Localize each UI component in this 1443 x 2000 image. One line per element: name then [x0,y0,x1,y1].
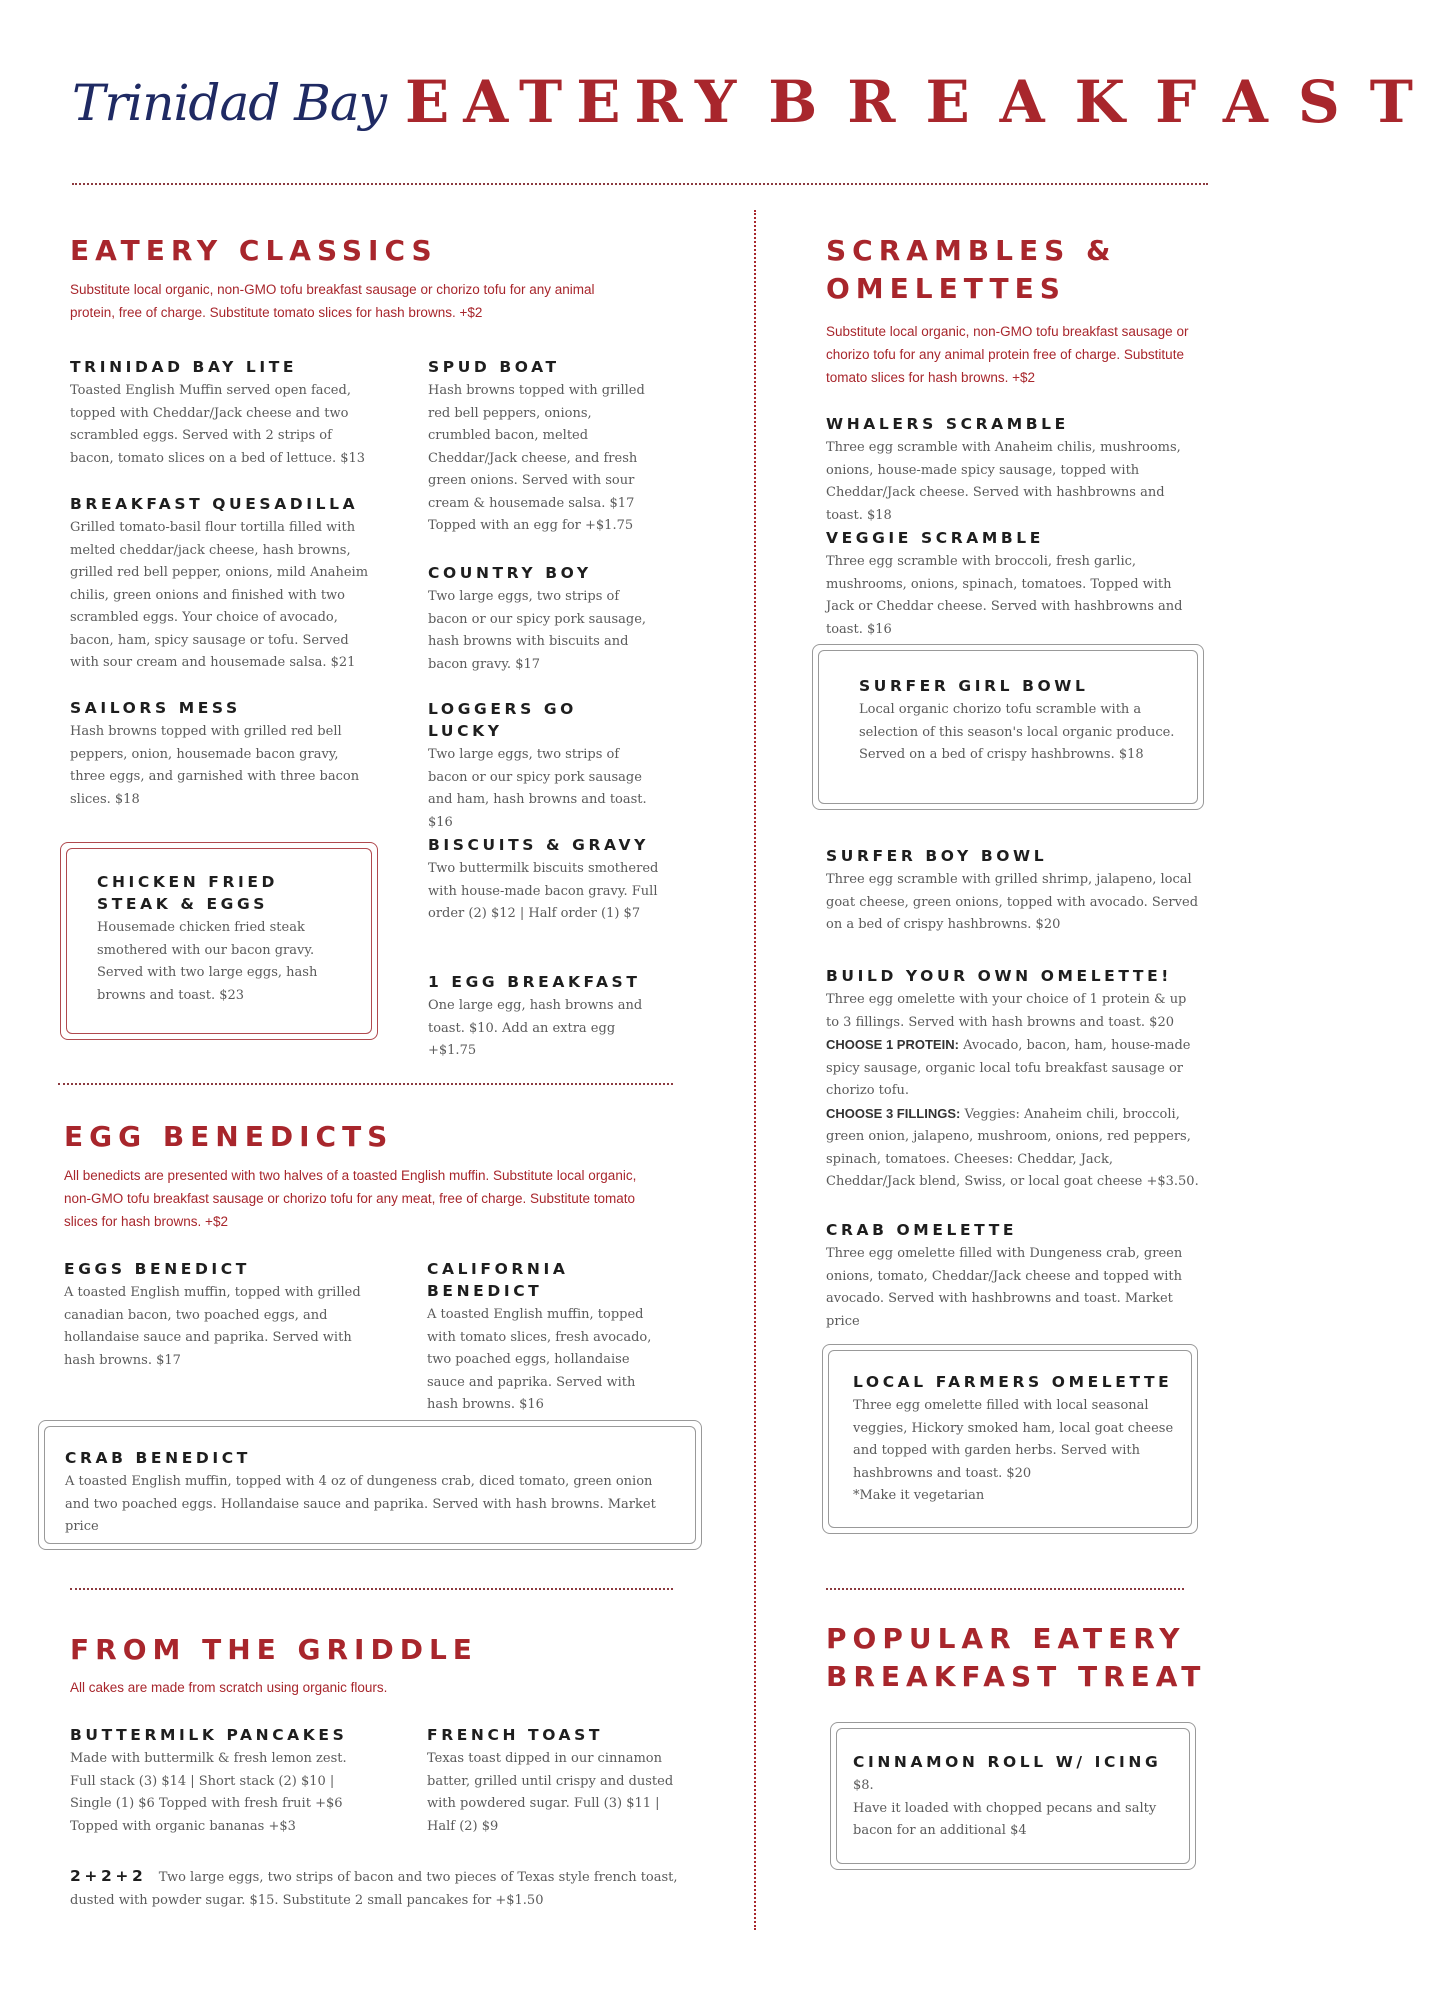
section-title-scrambles [826,232,1116,308]
menu-item-trinidad-bay-lite [70,356,370,470]
item-description: A toasted English muffin, topped with tomato slices, fresh avocado, two poached eggs, hollandaise sauce and paprika. Served with hash browns. $16 [427,1307,652,1412]
featured-box-crab-benedict [38,1420,702,1550]
menu-item-2-2-2 [70,1865,690,1912]
item-description: Local organic chorizo tofu scramble with a selection of this season's local organic produce. Served on a bed of crispy hashbrowns. $18 [859,702,1175,762]
section-note: Substitute local organic, non-GMO tofu breakfast sausage or chorizo tofu for any animal protein, free of charge. Substitute tomato slices for hash browns. +$2 [70,282,595,320]
section-title-eatery-classics: EATERY CLASSICS [70,234,438,267]
menu-item-surfer-boy-bowl [826,845,1201,937]
menu-item-breakfast-quesadilla [70,493,375,675]
item-name: CRAB BENEDICT [65,1449,251,1467]
menu-item-local-farmers-omelette [853,1371,1175,1508]
item-price: $8. [853,1778,874,1793]
section-note: All benedicts are presented with two halves of a toasted English muffin. Substitute local organic, non-GMO tofu breakfast sausage or chorizo tofu for any meat, free of charge. Substitute tomato slices for hash browns. +$2 [64,1168,637,1229]
menu-item-surfer-girl-bowl [859,675,1179,767]
item-description: A toasted English muffin, topped with 4 oz of dungeness crab, diced tomato, green onion and two poached eggs. Hollandaise sauce and paprika. Served with hash browns. Market price [65,1474,656,1534]
header-divider [72,183,1208,185]
menu-item-loggers-go-lucky [428,698,660,834]
item-name: BISCUITS & GRAVY [428,836,649,854]
item-name: SURFER BOY BOWL [826,847,1048,865]
section-title-popular [826,1620,1206,1696]
item-name: 1 EGG BREAKFAST [428,973,641,991]
item-name: WHALERS SCRAMBLE [826,415,1069,433]
item-name: SURFER GIRL BOWL [859,677,1089,695]
item-extra: *Make it vegetarian [853,1488,985,1503]
item-name: SPUD BOAT [428,358,560,376]
item-description: Three egg omelette filled with local seasonal veggies, Hickory smoked ham, local goat cheese and topped with garden herbs. Served with hashbrowns and toast. $20 [853,1398,1174,1481]
title-word-breakfast: BREAKFAST [768,68,1443,136]
section-title-line: POPULAR EATERY [826,1622,1186,1655]
item-name: VEGGIE SCRAMBLE [826,529,1044,547]
menu-item-spud-boat [428,356,658,538]
featured-box-chicken-fried-steak [60,842,378,1040]
item-description: Hash browns topped with grilled red bell peppers, onions, crumbled bacon, melted Cheddar/Jack cheese, and fresh green onions. Served with sour cream & housemade salsa. $17 [428,383,645,511]
item-name: FRENCH TOAST [427,1726,604,1744]
item-description: One large egg, hash browns and toast. $10. Add an extra egg +$1.75 [428,998,643,1058]
item-name: COUNTRY BOY [428,564,592,582]
item-description: Grilled tomato-basil flour tortilla filled with melted cheddar/jack cheese, hash browns, grilled red bell pepper, onions, mild Anaheim chilis, green onions and finished with two scrambled eggs. Your choice of avocado, bacon, ham, spicy sausage or tofu. Served with sour cream and housemade salsa. $21 [70,520,369,670]
menu-item-eggs-benedict [64,1258,364,1372]
section-divider [58,1083,673,1085]
item-description: Three egg scramble with Anaheim chilis, mushrooms, onions, house-made spicy sausage, topped with Cheddar/Jack cheese. Served with hashbrowns and toast. $18 [826,440,1181,523]
section-title-egg-benedicts: EGG BENEDICTS [64,1120,394,1153]
item-description: Two large eggs, two strips of bacon or our spicy pork sausage and ham, hash browns and toast. $16 [428,747,647,830]
item-description: Housemade chicken fried steak smothered with our bacon gravy. Served with two large eggs, hash browns and toast. $23 [97,920,318,1003]
menu-item-veggie-scramble [826,527,1201,641]
fillings-text: Veggies: Anaheim chili, broccoli, green onion, jalapeno, mushroom, onions, red peppers, spinach, tomatoes. Cheeses: Cheddar, Jack, Cheddar/Jack blend, Swiss, or local goat cheese +$3.50. [826,1106,1199,1189]
item-description: Toasted English Muffin served open faced, topped with Cheddar/Jack cheese and two scrambled eggs. Served with 2 strips of bacon, tomato slices on a bed of lettuce. $13 [70,383,366,466]
item-name: LOGGERS GO LUCKY [428,700,577,740]
item-description: Hash browns topped with grilled red bell peppers, onion, housemade bacon gravy, three eggs, and garnished with three bacon slices. $18 [70,724,360,807]
featured-box-surfer-girl-bowl [812,644,1204,810]
item-name: CINNAMON ROLL W/ ICING [853,1753,1162,1771]
item-name: SAILORS MESS [70,699,241,717]
filling-options [826,1103,1201,1194]
item-name: TRINIDAD BAY LITE [70,358,298,376]
item-name: 2+2+2 [70,1867,147,1885]
item-name: BUTTERMILK PANCAKES [70,1726,348,1744]
item-description: Two buttermilk biscuits smothered with house-made bacon gravy. Full order (2) $12 | Half order (1) $7 [428,861,659,921]
title-word-eatery: EATERY [405,68,751,136]
menu-item-country-boy [428,562,653,676]
item-description: Three egg omelette with your choice of 1 protein & up to 3 fillings. Served with hash browns and toast. $20 [826,992,1187,1030]
item-description: A toasted English muffin, topped with grilled canadian bacon, two poached eggs, and hollandaise sauce and paprika. Served with hash browns. $17 [64,1285,361,1368]
menu-item-1-egg-breakfast [428,971,660,1063]
menu-item-california-benedict [427,1258,667,1417]
menu-item-build-your-own-omelette [826,965,1201,1194]
menu-item-biscuits-gravy [428,834,660,926]
item-name: EGGS BENEDICT [64,1260,250,1278]
item-name: CRAB OMELETTE [826,1221,1018,1239]
item-description: Made with buttermilk & fresh lemon zest. Full stack (3) $14 | Short stack (2) $10 | Single (1) $6 Topped with fresh fruit +$6 Topped with organic bananas +$3 [70,1751,347,1834]
item-description: Three egg scramble with grilled shrimp, jalapeno, local goat cheese, green onions, topped with avocado. Served on a bed of crispy hashbrowns. $20 [826,872,1199,932]
section-title-line: BREAKFAST TREAT [826,1660,1207,1693]
item-description: Two large eggs, two strips of bacon and two pieces of Texas style french toast, dusted with powder sugar. $15. Substitute 2 small pancakes for +$1.50 [70,1870,678,1908]
item-description: Three egg omelette filled with Dungeness crab, green onions, tomato, Cheddar/Jack cheese and topped with avocado. Served with hashbrowns and toast. Market price [826,1246,1183,1329]
logo: Trinidad Bay [72,74,386,132]
menu-item-buttermilk-pancakes [70,1724,360,1838]
item-description: Three egg scramble with broccoli, fresh garlic, mushrooms, onions, spinach, tomatoes. Topped with Jack or Cheddar cheese. Served with hashbrowns and toast. $16 [826,554,1183,637]
section-title-line: OMELETTES [826,272,1066,305]
menu-item-crab-benedict [65,1447,680,1539]
section-note: All cakes are made from scratch using organic flours. [70,1680,388,1695]
item-name: CHICKEN FRIED STEAK & EGGS [97,873,279,913]
protein-options [826,1034,1201,1103]
menu-item-chicken-fried-steak [97,871,337,1007]
section-title-line: SCRAMBLES & [826,234,1117,267]
item-description: Have it loaded with chopped pecans and salty bacon for an additional $4 [853,1800,1157,1838]
column-divider [754,210,756,1930]
section-note: Substitute local organic, non-GMO tofu breakfast sausage or chorizo tofu for any animal protein free of charge. Substitute tomato slices for hash browns. +$2 [826,324,1189,385]
item-line [70,1865,690,1912]
menu-item-crab-omelette [826,1219,1206,1333]
item-name: LOCAL FARMERS OMELETTE [853,1373,1173,1391]
item-name: BREAKFAST QUESADILLA [70,495,359,513]
featured-box-cinnamon-roll [830,1722,1196,1870]
page-title [405,68,1443,136]
fillings-label: CHOOSE 3 FILLINGS: [826,1105,961,1121]
item-name: BUILD YOUR OWN OMELETTE! [826,967,1172,985]
protein-label: CHOOSE 1 PROTEIN: [826,1037,959,1052]
featured-box-local-farmers-omelette [822,1344,1198,1534]
menu-item-french-toast [427,1724,677,1838]
menu-item-cinnamon-roll [853,1751,1178,1843]
protein-text: Avocado, bacon, ham, house-made spicy sausage, organic local tofu breakfast sausage or chorizo tofu. [826,1038,1191,1098]
section-divider [70,1588,673,1590]
menu-item-sailors-mess [70,697,370,811]
menu-item-whalers-scramble [826,413,1201,527]
item-name: CALIFORNIA BENEDICT [427,1260,569,1300]
item-description: Two large eggs, two strips of bacon or our spicy pork sausage, hash browns with biscuits and bacon gravy. $17 [428,589,647,672]
item-description: Texas toast dipped in our cinnamon batter, grilled until crispy and dusted with powdered sugar. Full (3) $11 | Half (2) $9 [427,1751,674,1834]
section-divider [826,1588,1184,1590]
item-extra: Topped with an egg for +$1.75 [428,518,634,533]
section-title-griddle: FROM THE GRIDDLE [70,1633,478,1666]
